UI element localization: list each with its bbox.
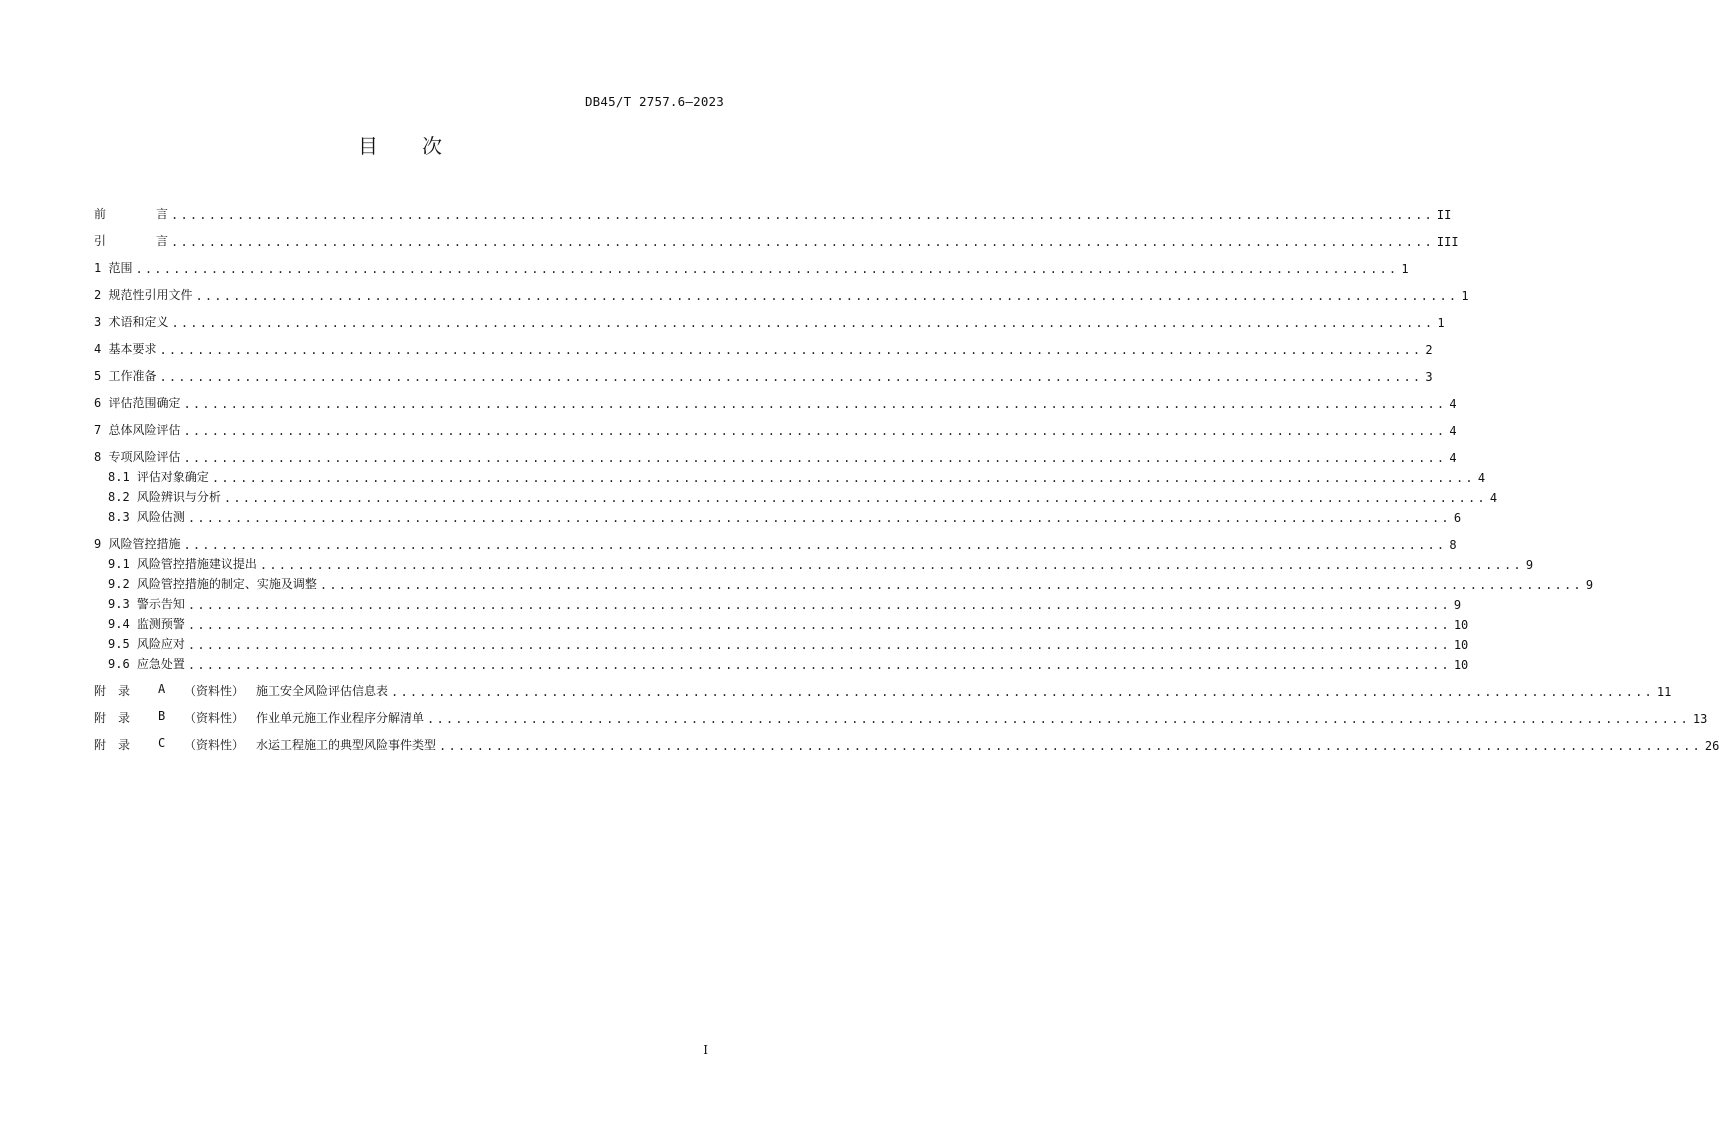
dot-leader: ...................................................................................................................................... <box>183 538 1447 552</box>
dot-leader: ...................................................................................................................................... <box>187 511 1451 525</box>
toc-subentry[interactable] <box>108 485 1498 505</box>
toc-entry-page: 1 <box>1437 316 1445 330</box>
toc-entry[interactable] <box>94 256 1409 276</box>
toc-subentry[interactable] <box>108 572 1594 592</box>
toc-entry-label: 言 <box>156 207 169 221</box>
toc-entry-page: 4 <box>1477 471 1486 485</box>
toc-entry-label: 9.4 监测预警 <box>108 617 185 631</box>
toc-entry-page: 4 <box>1449 451 1457 465</box>
toc-entry-page: 26 <box>1704 739 1719 753</box>
toc-entry-label: 3 术语和定义 <box>94 315 169 329</box>
appendix-letter: C <box>158 736 166 750</box>
dot-leader: ...................................................................................................................................... <box>171 235 1434 249</box>
toc-entry-page: II <box>1436 208 1452 222</box>
toc-entry-page: 1 <box>1401 262 1409 276</box>
toc-subentry[interactable] <box>108 592 1462 612</box>
toc-title <box>0 130 800 159</box>
toc-entry[interactable] <box>94 310 1445 330</box>
dot-leader: ...................................................................................................................................... <box>187 598 1451 612</box>
toc-entry-label: 9.1 风险管控措施建议提出 <box>108 557 257 571</box>
toc-entry-label: 9.6 应急处置 <box>108 657 185 671</box>
toc-entry-label: 言 <box>156 234 169 248</box>
toc-entry[interactable] <box>94 418 1457 438</box>
toc-entry-page: 13 <box>1692 712 1708 726</box>
dot-leader: ...................................................................................................................................... <box>195 289 1459 303</box>
toc-entry-page: 10 <box>1453 638 1469 652</box>
toc-title-char-1: 目 <box>358 134 378 158</box>
toc-entry-label: 7 总体风险评估 <box>94 423 181 437</box>
appendix-title: 施工安全风险评估信息表 <box>256 684 389 698</box>
toc-entry-page: III <box>1436 235 1459 249</box>
appendix-type: （资料性） <box>184 711 245 725</box>
toc-entry-label: 9.5 风险应对 <box>108 637 185 651</box>
toc-entry-page: 4 <box>1449 424 1457 438</box>
toc-entry-page: 6 <box>1453 511 1462 525</box>
toc-entry-page: 2 <box>1425 343 1433 357</box>
toc-entry-label: 8.2 风险辨识与分析 <box>108 490 221 504</box>
dot-leader: ...................................................................................................................................... <box>391 685 1654 699</box>
appendix-word: 附 <box>94 711 107 725</box>
toc-entry-page: 8 <box>1449 538 1457 552</box>
toc-entry-label: 9 风险管控措施 <box>94 537 181 551</box>
toc-entry-preface[interactable] <box>94 202 1452 222</box>
page-number: I <box>703 1043 708 1057</box>
appendix-type: （资料性） <box>184 738 245 752</box>
toc-entry-label: 8.3 风险估测 <box>108 510 185 524</box>
appendix-letter: A <box>158 682 166 696</box>
toc-subentry[interactable] <box>108 612 1469 632</box>
toc-entry-page: 10 <box>1453 658 1469 672</box>
toc-entry[interactable] <box>94 532 1457 552</box>
toc-entry[interactable] <box>94 364 1433 384</box>
dot-leader: ...................................................................................................................................... <box>223 491 1487 505</box>
dot-leader: ...................................................................................................................................... <box>135 262 1399 276</box>
toc-entry-label: 6 评估范围确定 <box>94 396 181 410</box>
dot-leader: ...................................................................................................................................... <box>427 712 1690 726</box>
dot-leader: ...................................................................................................................................... <box>171 208 1434 222</box>
toc-entry-page: 4 <box>1449 397 1457 411</box>
toc-entry-page: 9 <box>1453 598 1462 612</box>
toc-subentry[interactable] <box>108 632 1469 652</box>
appendix-type: （资料性） <box>184 684 245 698</box>
appendix-word: 录 <box>118 684 131 698</box>
toc-entry-label: 引 <box>94 234 107 248</box>
toc-subentry[interactable] <box>108 552 1534 572</box>
toc-title-char-2: 次 <box>422 134 442 158</box>
dot-leader: ...................................................................................................................................... <box>183 397 1447 411</box>
dot-leader: ...................................................................................................................................... <box>183 424 1447 438</box>
appendix-word: 录 <box>118 711 131 725</box>
toc-entry-label: 8 专项风险评估 <box>94 450 181 464</box>
toc-entry-label: 前 <box>94 207 107 221</box>
toc-entry-page: 3 <box>1425 370 1433 384</box>
toc-entry-label: 9.2 风险管控措施的制定、实施及调整 <box>108 577 317 591</box>
toc-entry-label: 1 范围 <box>94 261 133 275</box>
toc-entry-page: 11 <box>1656 685 1672 699</box>
dot-leader: ...................................................................................................................................... <box>187 638 1451 652</box>
toc-appendix-c[interactable] <box>94 733 1719 753</box>
dot-leader: ...................................................................................................................................... <box>187 658 1451 672</box>
toc-entry[interactable] <box>94 337 1433 357</box>
dot-leader: ...................................................................................................................................... <box>159 370 1423 384</box>
toc-entry-label: 2 规范性引用文件 <box>94 288 193 302</box>
dot-leader: ...................................................................................................................................... <box>319 578 1583 592</box>
toc-subentry[interactable] <box>108 652 1469 672</box>
appendix-word: 录 <box>118 738 131 752</box>
dot-leader: ...................................................................................................................................... <box>259 558 1523 572</box>
toc-entry[interactable] <box>94 283 1469 303</box>
dot-leader: ...................................................................................................................................... <box>171 316 1435 330</box>
appendix-letter: B <box>158 709 166 723</box>
toc-appendix-b[interactable] <box>94 706 1708 726</box>
dot-leader: ...................................................................................................................................... <box>183 451 1447 465</box>
appendix-word: 附 <box>94 738 107 752</box>
toc-entry-page: 9 <box>1585 578 1594 592</box>
toc-entry-page: 10 <box>1453 618 1469 632</box>
toc-appendix-a[interactable] <box>94 679 1672 699</box>
dot-leader: ...................................................................................................................................... <box>439 739 1702 753</box>
toc-entry-intro[interactable] <box>94 229 1459 249</box>
toc-entry-page: 9 <box>1525 558 1534 572</box>
appendix-word: 附 <box>94 684 107 698</box>
toc-subentry[interactable] <box>108 505 1462 525</box>
appendix-title: 水运工程施工的典型风险事件类型 <box>256 738 437 752</box>
toc-entry[interactable] <box>94 391 1457 411</box>
toc-entry[interactable] <box>94 445 1457 465</box>
toc-entry-page: 4 <box>1489 491 1498 505</box>
toc-entry-label: 4 基本要求 <box>94 342 157 356</box>
dot-leader: ...................................................................................................................................... <box>159 343 1423 357</box>
dot-leader: ...................................................................................................................................... <box>187 618 1451 632</box>
document-code: DB45/T 2757.6—2023 <box>584 94 724 109</box>
dot-leader: ...................................................................................................................................... <box>211 471 1475 485</box>
toc-entry-label: 8.1 评估对象确定 <box>108 470 209 484</box>
toc-entry-page: 1 <box>1461 289 1469 303</box>
toc-subentry[interactable] <box>108 465 1486 485</box>
appendix-title: 作业单元施工作业程序分解清单 <box>256 711 425 725</box>
toc-entry-label: 9.3 警示告知 <box>108 597 185 611</box>
toc-entry-label: 5 工作准备 <box>94 369 157 383</box>
